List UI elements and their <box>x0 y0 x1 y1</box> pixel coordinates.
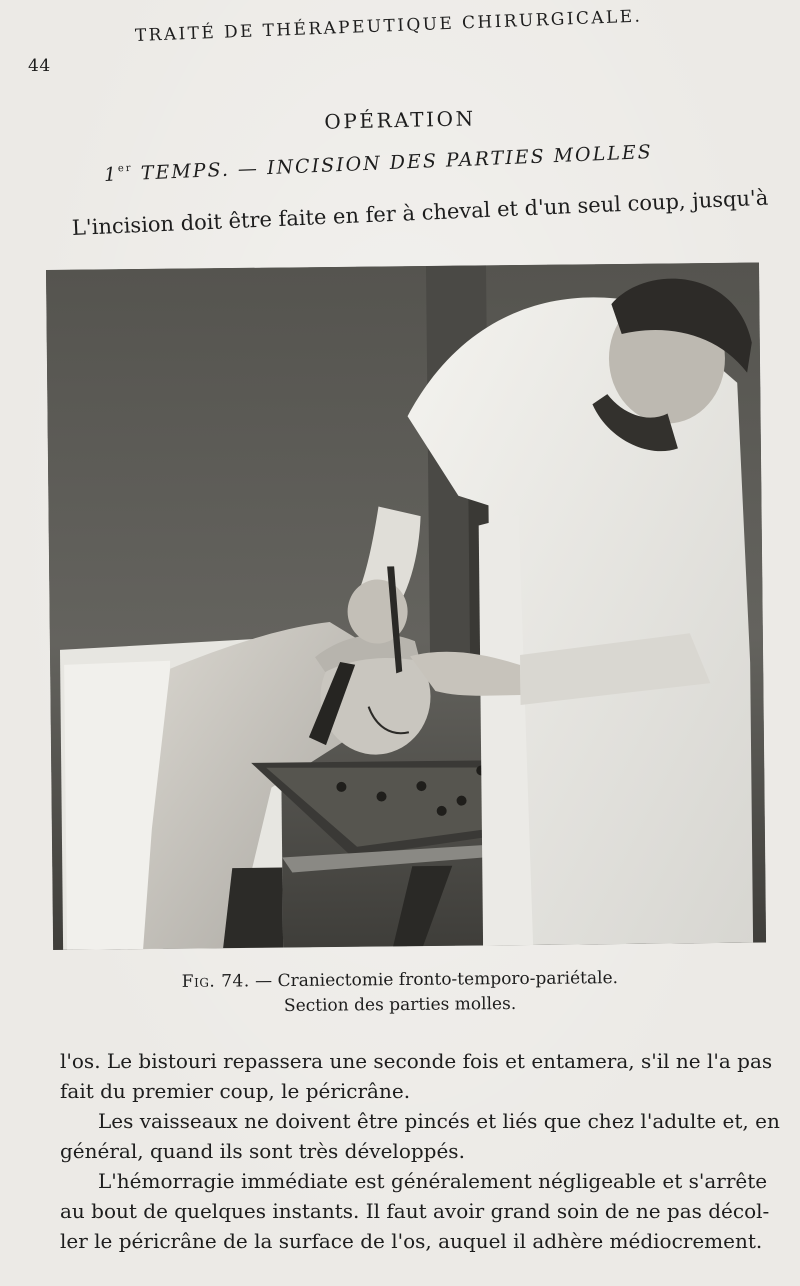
body-line: L'hémorragie immédiate est généralement négligeable et s'arrête <box>98 1169 768 1193</box>
body-line: ler le péricrâne de la surface de l'os, auquel il adhère médiocrement. <box>60 1229 763 1253</box>
body-line: l'os. Le bistouri repassera une seconde fois et entamera, s'il ne l'a pas <box>60 1049 773 1073</box>
running-head: TRAITÉ DE THÉRAPEUTIQUE CHIRURGICALE. <box>134 6 643 46</box>
body-line: fait du premier coup, le péricrâne. <box>60 1079 411 1103</box>
section-title: OPÉRATION <box>324 106 476 134</box>
intro-text-line: L'incision doit être faite en fer à cheval et d'un seul coup, jusqu'à <box>71 185 769 240</box>
surgery-photograph-illustration <box>46 263 766 950</box>
page-number: 44 <box>28 56 51 76</box>
body-line: général, quand ils sont très développés. <box>60 1139 465 1163</box>
figure-caption <box>0 965 800 1021</box>
step-superscript: er <box>117 162 133 175</box>
surgery-photograph <box>46 263 766 950</box>
figure-caption-line1: — Craniectomie fronto-temporo-pariétale. <box>255 968 619 992</box>
body-text <box>60 1046 780 1256</box>
step-number: 1 <box>103 163 119 186</box>
body-line: Les vaisseaux ne doivent être pincés et liés que chez l'adulte et, en <box>98 1109 780 1133</box>
subsection-title <box>104 141 654 186</box>
figure-caption-line2: Section des parties molles. <box>283 993 517 1016</box>
figure-label: Fig. 74. <box>181 971 250 992</box>
body-line: au bout de quelques instants. Il faut avoir grand soin de ne pas décol- <box>60 1199 770 1223</box>
step-title: TEMPS. — INCISION DES PARTIES MOLLES <box>140 141 654 185</box>
